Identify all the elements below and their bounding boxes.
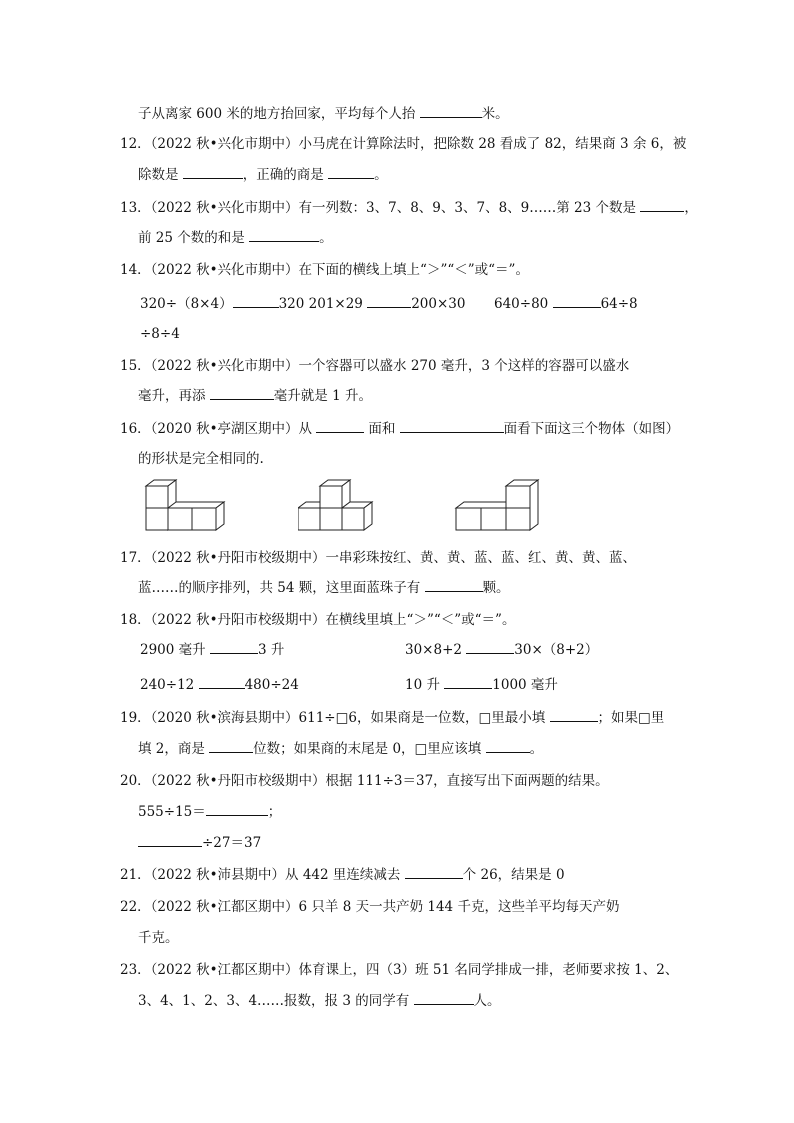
answer-blank[interactable] <box>405 866 463 879</box>
answer-blank[interactable] <box>210 641 258 654</box>
problem-23-line-1: 23．（2022 秋•江都区期中）体育课上，四（3）班 51 名同学排成一排，老师要求按 1、2、 <box>120 962 679 978</box>
problem-11-line-1: 子从离家 600 米的地方抬回家，平均每个人抬 米。 <box>138 106 509 122</box>
problem-12-line-1: 12．（2022 秋•兴化市期中）小马虎在计算除法时，把除数 28 看成了 82，结果商 3 余 6，被 <box>120 136 687 152</box>
answer-blank[interactable] <box>400 420 504 433</box>
answer-blank[interactable] <box>328 166 374 179</box>
problem-19-line-1: 19．（2020 秋•滨海县期中）611÷□6，如果商是一位数，□里最小填 ；如果□里 <box>120 710 665 726</box>
problem-18-line-2-right: 30×8+2 30×（8+2） <box>405 642 599 658</box>
answer-blank[interactable] <box>233 295 279 308</box>
answer-blank[interactable] <box>444 676 492 689</box>
problem-17-line-1: 17．（2022 秋•丹阳市校级期中）一串彩珠按红、黄、黄、蓝、蓝、红、黄、黄、蓝、 <box>120 550 637 566</box>
problem-20-line-1: 20．（2022 秋•丹阳市校级期中）根据 111÷3＝37，直接写出下面两题的结果。 <box>120 773 609 789</box>
answer-blank[interactable] <box>199 676 245 689</box>
problem-18-line-1: 18．（2022 秋•丹阳市校级期中）在横线里填上“＞”“＜”或“＝”。 <box>120 612 516 628</box>
answer-blank[interactable] <box>209 740 253 753</box>
answer-blank[interactable] <box>550 709 598 722</box>
problem-14-line-2-right: 640÷80 64÷8 <box>494 296 638 312</box>
problem-16-line-2: 的形状是完全相同的. <box>138 451 264 467</box>
problem-12-line-2: 除数是 ，正确的商是 。 <box>138 167 388 183</box>
answer-blank[interactable] <box>316 420 364 433</box>
cube-stack-figure-3 <box>454 478 546 534</box>
problem-20-line-2: 555÷15＝ ； <box>138 804 282 820</box>
problem-18-line-3-left: 240÷12 480÷24 <box>140 677 299 693</box>
problem-21-line-1: 21．（2022 秋•沛县期中）从 442 里连续减去 个 26，结果是 0 <box>120 867 565 883</box>
answer-blank[interactable] <box>486 740 530 753</box>
problem-13-line-1: 13．（2022 秋•兴化市期中）有一列数：3、7、8、9、3、7、8、9……第 23 个数是 ， <box>120 200 698 216</box>
problem-19-line-2: 填 2，商是 位数；如果商的末尾是 0，□里应该填 。 <box>138 741 544 757</box>
problem-18-line-2-left: 2900 毫升 3 升 <box>140 642 285 658</box>
answer-blank[interactable] <box>553 295 601 308</box>
answer-blank[interactable] <box>420 105 482 118</box>
problem-17-line-2: 蓝……的顺序排列，共 54 颗，这里面蓝珠子有 颗。 <box>138 580 510 596</box>
problem-22-line-1: 22．（2022 秋•江都区期中）6 只羊 8 天一共产奶 144 千克，这些羊平均每天产奶 <box>120 899 620 915</box>
problem-15-line-2: 毫升，再添 毫升就是 1 升。 <box>138 388 372 404</box>
problem-23-line-2: 3、4、1、2、3、4……报数，报 3 的同学有 人。 <box>138 993 501 1009</box>
answer-blank[interactable] <box>425 579 483 592</box>
problem-22-line-2: 千克。 <box>138 930 179 946</box>
answer-blank[interactable] <box>367 295 411 308</box>
answer-blank[interactable] <box>640 199 684 212</box>
problem-14-line-3: ÷8÷4 <box>140 326 180 342</box>
problem-18-line-3-right: 10 升 1000 毫升 <box>405 677 558 693</box>
problem-15-line-1: 15．（2022 秋•兴化市期中）一个容器可以盛水 270 毫升，3 个这样的容器可以盛水 <box>120 358 630 374</box>
problem-20-line-3: ÷27＝37 <box>138 834 261 852</box>
cube-stack-figure-2 <box>298 478 384 534</box>
answer-blank[interactable] <box>138 834 202 847</box>
problem-13-line-2: 前 25 个数的和是 。 <box>138 230 333 246</box>
answer-blank[interactable] <box>249 229 319 242</box>
answer-blank[interactable] <box>414 992 474 1005</box>
problem-16-line-1: 16．（2020 秋•亭湖区期中）从 面和 面看下面这三个物体（如图） <box>120 421 680 437</box>
problem-14-line-1: 14．（2022 秋•兴化市期中）在下面的横线上填上“＞”“＜”或“＝”。 <box>120 262 529 278</box>
answer-blank[interactable] <box>183 166 243 179</box>
answer-blank[interactable] <box>210 387 274 400</box>
answer-blank[interactable] <box>206 803 268 816</box>
answer-blank[interactable] <box>466 641 514 654</box>
cube-stack-figure-1 <box>140 478 242 534</box>
problem-14-line-2: 320÷（8×4） 320 201×29 200×30 <box>140 296 466 312</box>
